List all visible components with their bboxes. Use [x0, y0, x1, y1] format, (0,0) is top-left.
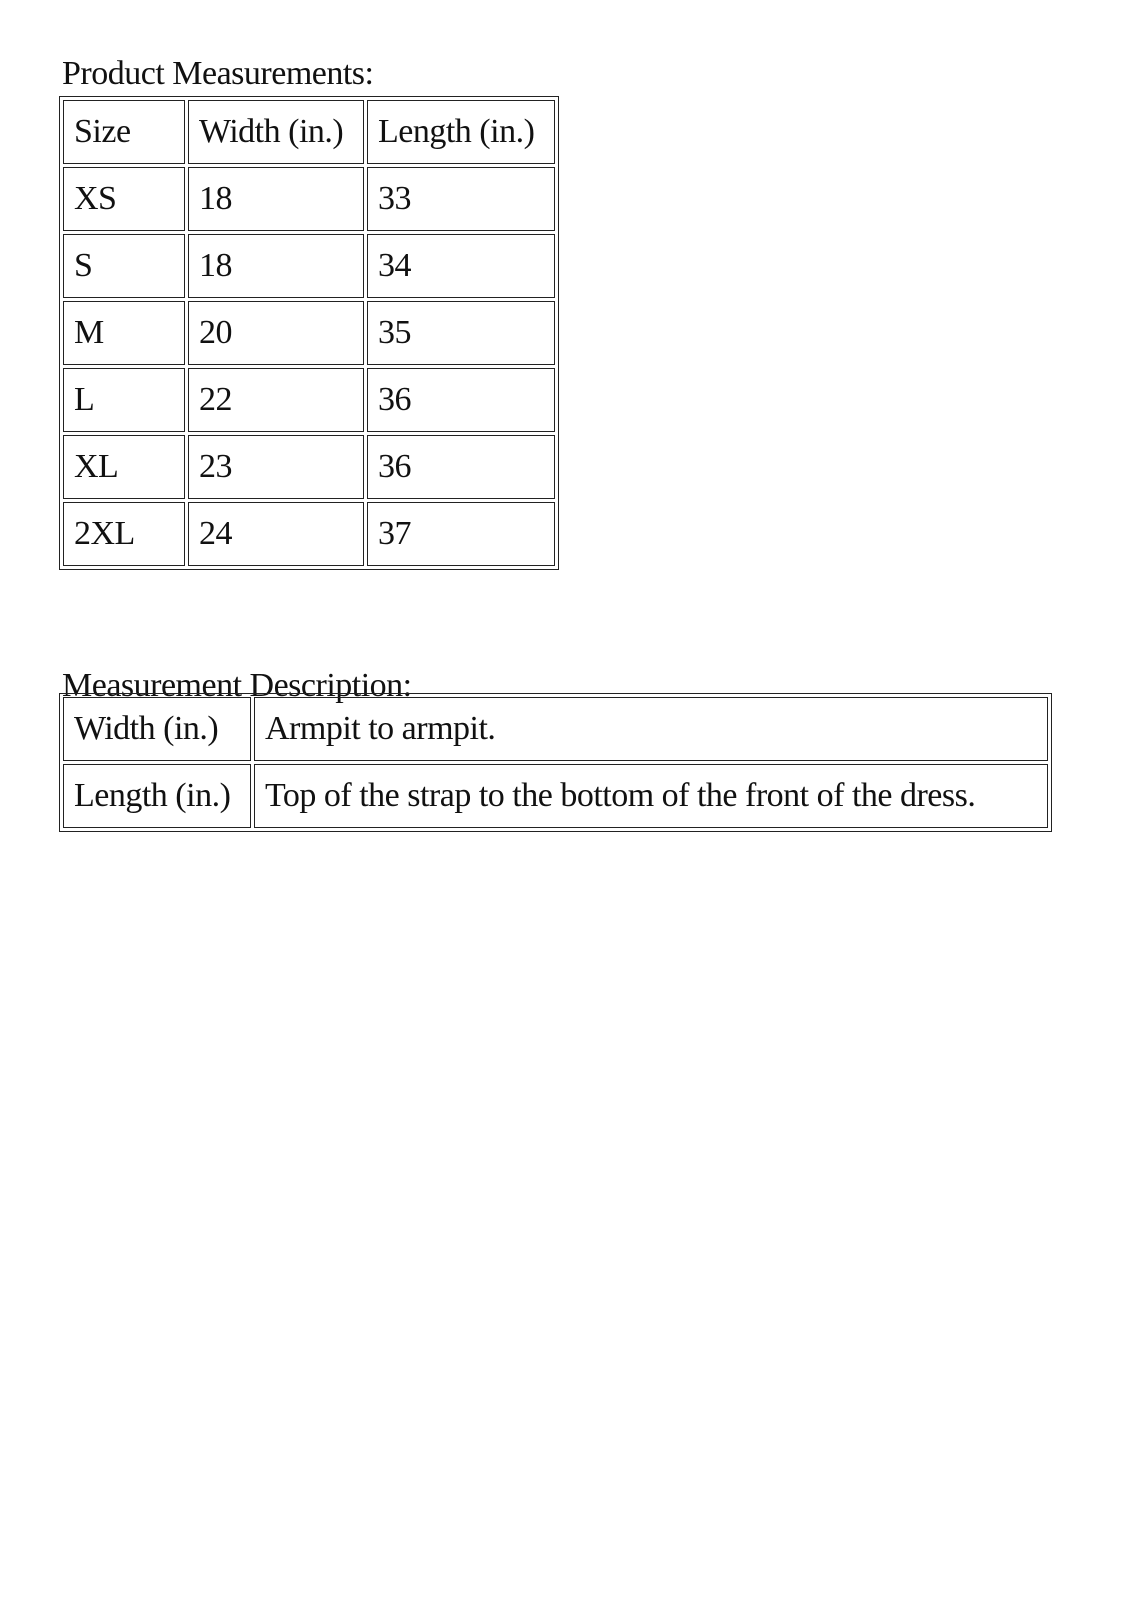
width-cell: 18: [188, 167, 364, 231]
width-cell: 22: [188, 368, 364, 432]
product-measurements-title: Product Measurements:: [62, 55, 374, 92]
width-cell: 18: [188, 234, 364, 298]
table-row: [63, 435, 555, 499]
table-row: [63, 234, 555, 298]
measurement-description-table: [59, 693, 1052, 832]
width-cell: 20: [188, 301, 364, 365]
length-cell: 33: [367, 167, 555, 231]
measurement-description-title: Measurement Description:: [62, 667, 412, 704]
table-row: [63, 764, 1048, 828]
table-header-row: [63, 100, 555, 164]
length-cell: 36: [367, 435, 555, 499]
measurement-term: Width (in.): [63, 697, 251, 761]
size-cell: XL: [63, 435, 185, 499]
width-cell: 23: [188, 435, 364, 499]
length-cell: 36: [367, 368, 555, 432]
header-size: Size: [63, 100, 185, 164]
width-cell: 24: [188, 502, 364, 566]
length-cell: 34: [367, 234, 555, 298]
length-cell: 37: [367, 502, 555, 566]
size-cell: S: [63, 234, 185, 298]
size-chart-table: [59, 96, 559, 570]
measurement-term: Length (in.): [63, 764, 251, 828]
size-cell: L: [63, 368, 185, 432]
size-cell: M: [63, 301, 185, 365]
table-row: [63, 697, 1048, 761]
table-row: [63, 167, 555, 231]
table-row: [63, 368, 555, 432]
measurement-definition: Armpit to armpit.: [254, 697, 1048, 761]
table-row: [63, 301, 555, 365]
size-cell: XS: [63, 167, 185, 231]
measurement-definition: Top of the strap to the bottom of the front of the dress.: [254, 764, 1048, 828]
header-length: Length (in.): [367, 100, 555, 164]
length-cell: 35: [367, 301, 555, 365]
table-row: [63, 502, 555, 566]
header-width: Width (in.): [188, 100, 364, 164]
size-cell: 2XL: [63, 502, 185, 566]
